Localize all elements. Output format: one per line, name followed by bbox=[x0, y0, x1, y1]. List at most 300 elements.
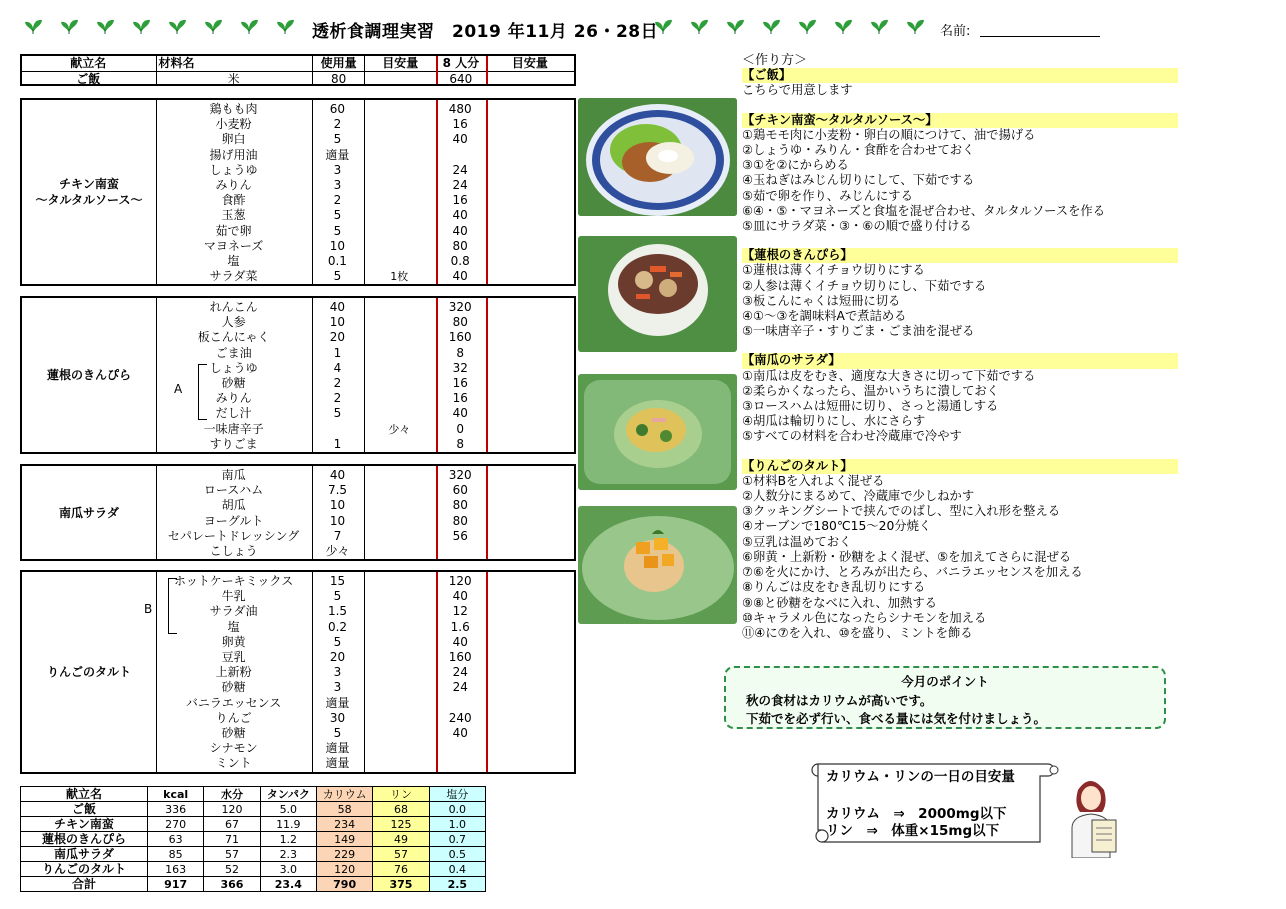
ingredient-name: 卵黄 bbox=[221, 634, 246, 649]
dish-cell bbox=[22, 208, 156, 223]
ingredient-measure2 bbox=[485, 330, 574, 345]
recipe-step: ②柔らかくなったら、温かいうちに潰しておく bbox=[742, 383, 999, 398]
ingredient-measure2 bbox=[485, 208, 574, 223]
nutrition-value: 229 bbox=[316, 847, 372, 862]
dish-cell bbox=[22, 589, 156, 604]
dish-cell bbox=[22, 635, 156, 650]
nutrition-value: 2.3 bbox=[260, 847, 316, 862]
ingredient-name: れんこん bbox=[209, 300, 258, 315]
ingredient-measure bbox=[363, 650, 435, 665]
nut-col-phosphorus: リン bbox=[373, 787, 429, 802]
ingredient-measure2 bbox=[485, 346, 574, 361]
recipe-step: ⑤豆乳は温めておく bbox=[742, 534, 852, 549]
rice-amount: 80 bbox=[330, 72, 347, 87]
nutrition-value: 68 bbox=[373, 802, 429, 817]
nutrition-dish-name: 南瓜サラダ bbox=[21, 847, 148, 862]
ingredient-measure bbox=[363, 680, 435, 695]
nutrition-dish-name: りんごのタルト bbox=[21, 862, 148, 877]
dish-cell bbox=[22, 102, 156, 117]
ingredient-row bbox=[22, 437, 574, 452]
ingredient-row bbox=[22, 117, 574, 132]
nutrition-value: 1.0 bbox=[429, 817, 485, 832]
ingredient-row bbox=[22, 239, 574, 254]
ingredient-row bbox=[22, 391, 574, 406]
recipe-step: ⑥④・⑤・マヨネーズと食塩を混ぜ合わせ、タルタルソースを作る bbox=[742, 203, 1105, 218]
recipe-step: ⑪④に⑦を入れ、⑩を盛り、ミントを飾る bbox=[742, 625, 973, 640]
nutrition-dish-name: 合計 bbox=[21, 877, 148, 892]
ingredient-amount: 5 bbox=[333, 406, 342, 421]
ingredient-total: 40 bbox=[452, 132, 468, 147]
ingredient-total: 16 bbox=[452, 376, 468, 391]
ingredient-total bbox=[435, 741, 485, 756]
ingredient-amount: 2 bbox=[333, 376, 342, 391]
nut-col-water: 水分 bbox=[204, 787, 260, 802]
rice-ingredient: 米 bbox=[227, 72, 240, 87]
leaf-decoration-left bbox=[22, 16, 296, 39]
ingredient-amount: 1 bbox=[333, 436, 342, 451]
ingredient-measure bbox=[363, 726, 435, 741]
ingredient-measure bbox=[363, 330, 435, 345]
ingredient-amount: 5 bbox=[333, 208, 342, 223]
ingredient-total: 0 bbox=[456, 421, 465, 436]
ingredient-total: 40 bbox=[452, 269, 468, 284]
ingredient-measure2 bbox=[485, 178, 574, 193]
recipe-heading: ＜作り方＞ bbox=[742, 53, 808, 68]
ingredient-measure bbox=[363, 178, 435, 193]
ingredient-amount: 適量 bbox=[325, 756, 350, 771]
dish-name: りんごのタルト bbox=[46, 664, 131, 679]
recipe-step: ④オーブンで180℃15～20分焼く bbox=[742, 519, 932, 534]
nutrition-row bbox=[21, 817, 486, 832]
ingredient-measure2 bbox=[485, 620, 574, 635]
ingredient-total: 240 bbox=[448, 710, 472, 725]
ingredient-measure2 bbox=[485, 163, 574, 178]
dish-cell bbox=[22, 406, 156, 421]
ingredient-total: 80 bbox=[452, 238, 468, 253]
ingredient-measure2 bbox=[485, 589, 574, 604]
nutrition-dish-name: 蓮根のきんぴら bbox=[21, 832, 148, 847]
ingredient-total: 8 bbox=[456, 345, 465, 360]
ingredient-name: 南瓜 bbox=[221, 468, 246, 483]
ingredient-amount: 少々 bbox=[325, 544, 350, 559]
dish-name: 南瓜サラダ bbox=[59, 505, 119, 520]
ingredient-amount: 5 bbox=[333, 223, 342, 238]
ingredient-measure bbox=[363, 208, 435, 223]
leaf-icon bbox=[202, 16, 224, 39]
ingredient-row bbox=[22, 726, 574, 741]
rice-row bbox=[22, 72, 574, 88]
dish-cell bbox=[22, 529, 156, 544]
ingredient-total: 160 bbox=[448, 330, 472, 345]
leaf-icon bbox=[760, 16, 782, 39]
recipe-step: ⑤すべての材料を合わせ冷蔵庫で冷やす bbox=[742, 429, 962, 444]
ingredient-measure2 bbox=[485, 391, 574, 406]
recipe-section-title: 【チキン南蛮～タルタルソース～】 bbox=[742, 113, 1178, 128]
ingredient-measure2 bbox=[485, 376, 574, 391]
ingredient-name: 砂糖 bbox=[221, 376, 246, 391]
ingredient-row bbox=[22, 224, 574, 239]
ingredient-measure bbox=[363, 224, 435, 239]
ingredient-name: 牛乳 bbox=[221, 589, 246, 604]
dish-cell bbox=[22, 391, 156, 406]
ingredient-name: 茹で卵 bbox=[215, 223, 252, 238]
nutrition-value: 0.5 bbox=[429, 847, 485, 862]
ingredient-total: 0.8 bbox=[450, 253, 470, 268]
ingredient-name: りんご bbox=[215, 710, 252, 725]
ingredient-measure2 bbox=[485, 102, 574, 117]
ingredient-measure: 少々 bbox=[388, 422, 411, 436]
ingredient-row bbox=[22, 574, 574, 589]
ingredient-name: 一味唐辛子 bbox=[203, 421, 264, 436]
ingredient-name: 塩 bbox=[227, 619, 240, 634]
ingredient-measure bbox=[363, 132, 435, 147]
dish-cell bbox=[22, 117, 156, 132]
ingredient-total: 320 bbox=[448, 300, 472, 315]
ingredient-amount: 10 bbox=[329, 498, 346, 513]
ingredient-name: みりん bbox=[215, 178, 252, 193]
nutrition-value: 270 bbox=[148, 817, 204, 832]
dish-cell bbox=[22, 544, 156, 559]
ingredient-total: 40 bbox=[452, 406, 468, 421]
ingredient-measure2 bbox=[485, 406, 574, 421]
rice-total: 640 bbox=[449, 72, 473, 87]
leaf-icon bbox=[22, 16, 44, 39]
ingredient-amount: 40 bbox=[329, 300, 346, 315]
col-measure-header: 目安量 bbox=[364, 56, 435, 72]
seasoning-bracket bbox=[198, 364, 207, 420]
ingredient-total: 56 bbox=[452, 528, 468, 543]
ingredient-measure bbox=[363, 254, 435, 269]
point-line-2: 下茹でを必ず行い、食べる量には気を付けましょう。 bbox=[746, 711, 1047, 726]
ingredient-name: 板こんにゃく bbox=[197, 330, 270, 345]
photo-pumpkin-salad bbox=[578, 374, 737, 490]
ingredient-amount: 10 bbox=[329, 238, 346, 253]
ingredient-row bbox=[22, 529, 574, 544]
leaf-icon bbox=[238, 16, 260, 39]
ingredient-measure2 bbox=[485, 650, 574, 665]
ingredient-amount: 0.1 bbox=[327, 253, 347, 268]
ingredient-measure2 bbox=[485, 315, 574, 330]
recipe-step: ①材料Bを入れよく混ぜる bbox=[742, 473, 885, 488]
recipe-step: ⑩キャラメル色になったらシナモンを加える bbox=[742, 610, 987, 625]
nutrition-value: 790 bbox=[316, 877, 372, 892]
ingredient-name: しょうゆ bbox=[209, 360, 258, 375]
ingredient-measure bbox=[363, 756, 435, 771]
ingredient-measure: 1枚 bbox=[390, 270, 409, 284]
nutrition-value: 3.0 bbox=[260, 862, 316, 877]
ingredient-measure bbox=[363, 665, 435, 680]
ingredient-name: 胡瓜 bbox=[221, 498, 246, 513]
ingredient-name: 小麦粉 bbox=[215, 117, 252, 132]
recipe-step: ①鶏モモ肉に小麦粉・卵白の順につけて、油で揚げる bbox=[742, 127, 1036, 142]
nutrition-value: 52 bbox=[204, 862, 260, 877]
nutrition-value: 2.5 bbox=[429, 877, 485, 892]
dish-cell bbox=[22, 422, 156, 437]
recipe-panel bbox=[742, 53, 1178, 641]
ingredient-measure2 bbox=[485, 468, 574, 483]
ingredient-measure2 bbox=[485, 422, 574, 437]
ingredient-measure bbox=[363, 544, 435, 559]
ingredient-measure bbox=[363, 148, 435, 163]
ingredient-measure bbox=[363, 514, 435, 529]
ingredient-amount: 2 bbox=[333, 117, 342, 132]
ingredient-amount: 3 bbox=[333, 162, 342, 177]
target-phosphorus: リン ⇒ 体重×15mg以下 bbox=[826, 823, 1000, 839]
recipe-section-title: 【蓮根のきんぴら】 bbox=[742, 248, 1178, 263]
ingredient-total: 80 bbox=[452, 498, 468, 513]
ingredient-measure2 bbox=[485, 254, 574, 269]
leaf-icon bbox=[688, 16, 710, 39]
ingredient-amount: 適量 bbox=[325, 695, 350, 710]
ingredient-amount: 10 bbox=[329, 315, 346, 330]
ingredient-total: 80 bbox=[452, 513, 468, 528]
dish-cell bbox=[22, 254, 156, 269]
ingredient-measure2 bbox=[485, 117, 574, 132]
ingredient-row bbox=[22, 300, 574, 315]
dish-cell bbox=[22, 620, 156, 635]
ingredient-row bbox=[22, 102, 574, 117]
recipe-step: ⑦⑥を火にかけ、とろみが出たら、バニラエッセンスを加える bbox=[742, 565, 1083, 580]
dish-cell bbox=[22, 148, 156, 163]
recipe-step: ⑥卵黄・上新粉・砂糖をよく混ぜ、⑤を加えてさらに混ぜる bbox=[742, 549, 1072, 564]
nutrition-value: 366 bbox=[204, 877, 260, 892]
ingredient-amount: 適量 bbox=[325, 147, 350, 162]
ingredient-name: 塩 bbox=[227, 253, 240, 268]
photo-apple-tart bbox=[578, 506, 737, 624]
nutrition-value: 67 bbox=[204, 817, 260, 832]
ingredient-row bbox=[22, 483, 574, 498]
ingredient-measure bbox=[363, 635, 435, 650]
dish-cell bbox=[22, 315, 156, 330]
ingredient-measure2 bbox=[485, 514, 574, 529]
ingredient-name: みりん bbox=[215, 391, 252, 406]
ingredient-name: 砂糖 bbox=[221, 680, 246, 695]
ingredient-total: 16 bbox=[452, 193, 468, 208]
ingredient-amount: 4 bbox=[333, 360, 342, 375]
ingredient-row bbox=[22, 406, 574, 421]
ingredient-row bbox=[22, 422, 574, 437]
ingredient-total: 480 bbox=[448, 102, 472, 117]
col-total-header: 8 人分 bbox=[436, 56, 486, 72]
ingredient-measure2 bbox=[485, 726, 574, 741]
ingredient-amount: 3 bbox=[333, 680, 342, 695]
leaf-decoration-right bbox=[652, 16, 926, 39]
recipe-section-title: 【ご飯】 bbox=[742, 68, 1178, 83]
dish-cell bbox=[22, 269, 156, 284]
ingredient-total: 120 bbox=[448, 574, 472, 589]
nutrition-value: 0.0 bbox=[429, 802, 485, 817]
ingredient-measure bbox=[363, 741, 435, 756]
leaf-icon bbox=[904, 16, 926, 39]
leaf-icon bbox=[166, 16, 188, 39]
ingredient-name: マヨネーズ bbox=[203, 238, 264, 253]
ingredient-amount: 3 bbox=[333, 665, 342, 680]
dish-cell bbox=[22, 680, 156, 695]
ingredient-name: ホットケーキミックス bbox=[173, 574, 294, 589]
ingredient-name: セパレートドレッシング bbox=[167, 528, 300, 543]
ingredient-name: しょうゆ bbox=[209, 162, 258, 177]
ingredient-total: 24 bbox=[452, 162, 468, 177]
rice-dish-name: ご飯 bbox=[76, 72, 101, 87]
recipe-step: ③ロースハムは短冊に切り、さっと湯通しする bbox=[742, 399, 999, 414]
ingredient-row bbox=[22, 696, 574, 711]
ingredient-measure2 bbox=[485, 193, 574, 208]
ingredient-name: サラダ菜 bbox=[209, 269, 258, 284]
nurse-illustration bbox=[1066, 774, 1122, 858]
dish-block bbox=[20, 464, 576, 561]
ingredient-name: すりごま bbox=[209, 436, 258, 451]
ingredient-measure bbox=[363, 391, 435, 406]
recipe-step: ⑤茹で卵を作り、みじんにする bbox=[742, 188, 913, 203]
ingredient-total: 32 bbox=[452, 360, 468, 375]
ingredient-row bbox=[22, 132, 574, 147]
photo-renkon-kinpira bbox=[578, 236, 737, 352]
ingredient-measure2 bbox=[485, 148, 574, 163]
nutrition-value: 5.0 bbox=[260, 802, 316, 817]
dish-cell bbox=[22, 574, 156, 589]
menu-header-block bbox=[20, 54, 576, 86]
nutrition-value: 58 bbox=[316, 802, 372, 817]
nut-col-dish: 献立名 bbox=[21, 787, 148, 802]
nutrition-value: 76 bbox=[373, 862, 429, 877]
nutrition-dish-name: チキン南蛮 bbox=[21, 817, 148, 832]
ingredient-measure2 bbox=[485, 711, 574, 726]
ingredient-amount: 0.2 bbox=[327, 619, 348, 634]
ingredient-total: 60 bbox=[452, 483, 468, 498]
dish-cell bbox=[22, 604, 156, 619]
nutrition-value: 120 bbox=[204, 802, 260, 817]
ingredient-name: ロースハム bbox=[203, 483, 264, 498]
ingredient-measure2 bbox=[485, 224, 574, 239]
nutrition-value: 11.9 bbox=[260, 817, 316, 832]
ingredient-amount: 15 bbox=[329, 574, 346, 589]
ingredient-name: ミント bbox=[215, 756, 252, 771]
dish-cell bbox=[22, 346, 156, 361]
nutrition-row bbox=[21, 847, 486, 862]
ingredient-total: 40 bbox=[452, 634, 468, 649]
recipe-step: ⑨⑧と砂糖をなべに入れ、加熱する bbox=[742, 595, 937, 610]
recipe-section-title: 【南瓜のサラダ】 bbox=[742, 353, 1178, 368]
ingredient-measure bbox=[363, 589, 435, 604]
ingredient-name: ヨーグルト bbox=[203, 513, 264, 528]
ingredient-measure bbox=[363, 300, 435, 315]
ingredient-name: だし汁 bbox=[215, 406, 252, 421]
ingredient-amount: 5 bbox=[333, 634, 342, 649]
rice-measure bbox=[364, 72, 435, 88]
ingredient-measure2 bbox=[485, 635, 574, 650]
leaf-icon bbox=[724, 16, 746, 39]
ingredient-row bbox=[22, 741, 574, 756]
point-title: 今月のポイント bbox=[901, 674, 989, 689]
point-line-1: 秋の食材はカリウムが高いです。 bbox=[746, 693, 933, 708]
ingredient-total: 24 bbox=[452, 665, 468, 680]
dish-cell bbox=[22, 300, 156, 315]
nutrition-table bbox=[20, 786, 486, 892]
ingredient-measure bbox=[363, 193, 435, 208]
leaf-icon bbox=[58, 16, 80, 39]
ingredient-total: 24 bbox=[452, 680, 468, 695]
ingredient-amount: 7.5 bbox=[327, 483, 348, 498]
photo-chicken-nanban bbox=[578, 98, 737, 216]
ingredient-measure bbox=[363, 376, 435, 391]
dish-cell bbox=[22, 756, 156, 771]
recipe-step: ⑤一味唐辛子・すりごま・ごま油を混ぜる bbox=[742, 324, 975, 339]
ingredient-total: 1.6 bbox=[450, 619, 470, 634]
ingredient-measure2 bbox=[485, 574, 574, 589]
ingredient-measure bbox=[363, 620, 435, 635]
ingredient-total: 8 bbox=[456, 436, 465, 451]
leaf-icon bbox=[274, 16, 296, 39]
ingredient-total bbox=[435, 544, 485, 559]
nutrition-value: 125 bbox=[373, 817, 429, 832]
nutrition-value: 0.7 bbox=[429, 832, 485, 847]
ingredient-measure bbox=[363, 117, 435, 132]
ingredient-measure bbox=[363, 315, 435, 330]
leaf-icon bbox=[832, 16, 854, 39]
dish-block bbox=[20, 98, 576, 286]
ingredient-name: 食酢 bbox=[221, 193, 246, 208]
recipe-section-title: 【りんごのタルト】 bbox=[742, 459, 1178, 474]
ingredient-row bbox=[22, 468, 574, 483]
ingredient-row bbox=[22, 254, 574, 269]
leaf-icon bbox=[796, 16, 818, 39]
ingredient-row bbox=[22, 269, 574, 284]
ingredient-measure bbox=[363, 604, 435, 619]
ingredient-name: ごま油 bbox=[215, 345, 252, 360]
ingredient-amount: 10 bbox=[329, 513, 346, 528]
col-dish-header: 献立名 bbox=[22, 56, 155, 72]
name-field-line[interactable] bbox=[980, 36, 1100, 37]
ingredient-name: サラダ油 bbox=[209, 604, 258, 619]
nut-col-kcal: kcal bbox=[148, 787, 204, 802]
ingredient-measure bbox=[363, 102, 435, 117]
dish-cell bbox=[22, 711, 156, 726]
recipe-step: ②人数分にまるめて、冷蔵庫で少しねかす bbox=[742, 489, 975, 504]
ingredient-name: 豆乳 bbox=[221, 650, 246, 665]
ingredient-measure bbox=[363, 437, 435, 452]
ingredient-measure bbox=[363, 406, 435, 421]
ingredient-name: バニラエッセンス bbox=[185, 695, 282, 710]
nutrition-row bbox=[21, 862, 486, 877]
ingredient-amount: 20 bbox=[329, 330, 346, 345]
nutrition-value: 0.4 bbox=[429, 862, 485, 877]
ingredient-row bbox=[22, 346, 574, 361]
ingredient-measure bbox=[363, 498, 435, 513]
leaf-icon bbox=[94, 16, 116, 39]
ingredient-measure2 bbox=[485, 544, 574, 559]
dish-cell bbox=[22, 330, 156, 345]
ingredient-name: 卵白 bbox=[221, 132, 246, 147]
target-title: カリウム・リンの一日の目安量 bbox=[826, 769, 1015, 785]
ingredient-total: 40 bbox=[452, 589, 468, 604]
nutrition-value: 63 bbox=[148, 832, 204, 847]
dish-name: 蓮根のきんぴら bbox=[46, 368, 131, 382]
ingredient-amount bbox=[311, 422, 363, 437]
recipe-step: ⑧りんごは皮をむき乱切りにする bbox=[742, 580, 926, 595]
ingredient-row bbox=[22, 620, 574, 635]
rice-measure2 bbox=[486, 72, 574, 88]
ingredient-row bbox=[22, 756, 574, 771]
ingredient-amount: 適量 bbox=[325, 741, 350, 756]
ingredient-measure bbox=[363, 239, 435, 254]
ingredient-row bbox=[22, 589, 574, 604]
nutrition-value: 375 bbox=[373, 877, 429, 892]
ingredient-measure2 bbox=[485, 756, 574, 771]
target-potassium: カリウム ⇒ 2000mg以下 bbox=[826, 806, 1007, 822]
leaf-icon bbox=[652, 16, 674, 39]
ingredient-amount: 5 bbox=[333, 269, 342, 284]
dish-cell bbox=[22, 726, 156, 741]
